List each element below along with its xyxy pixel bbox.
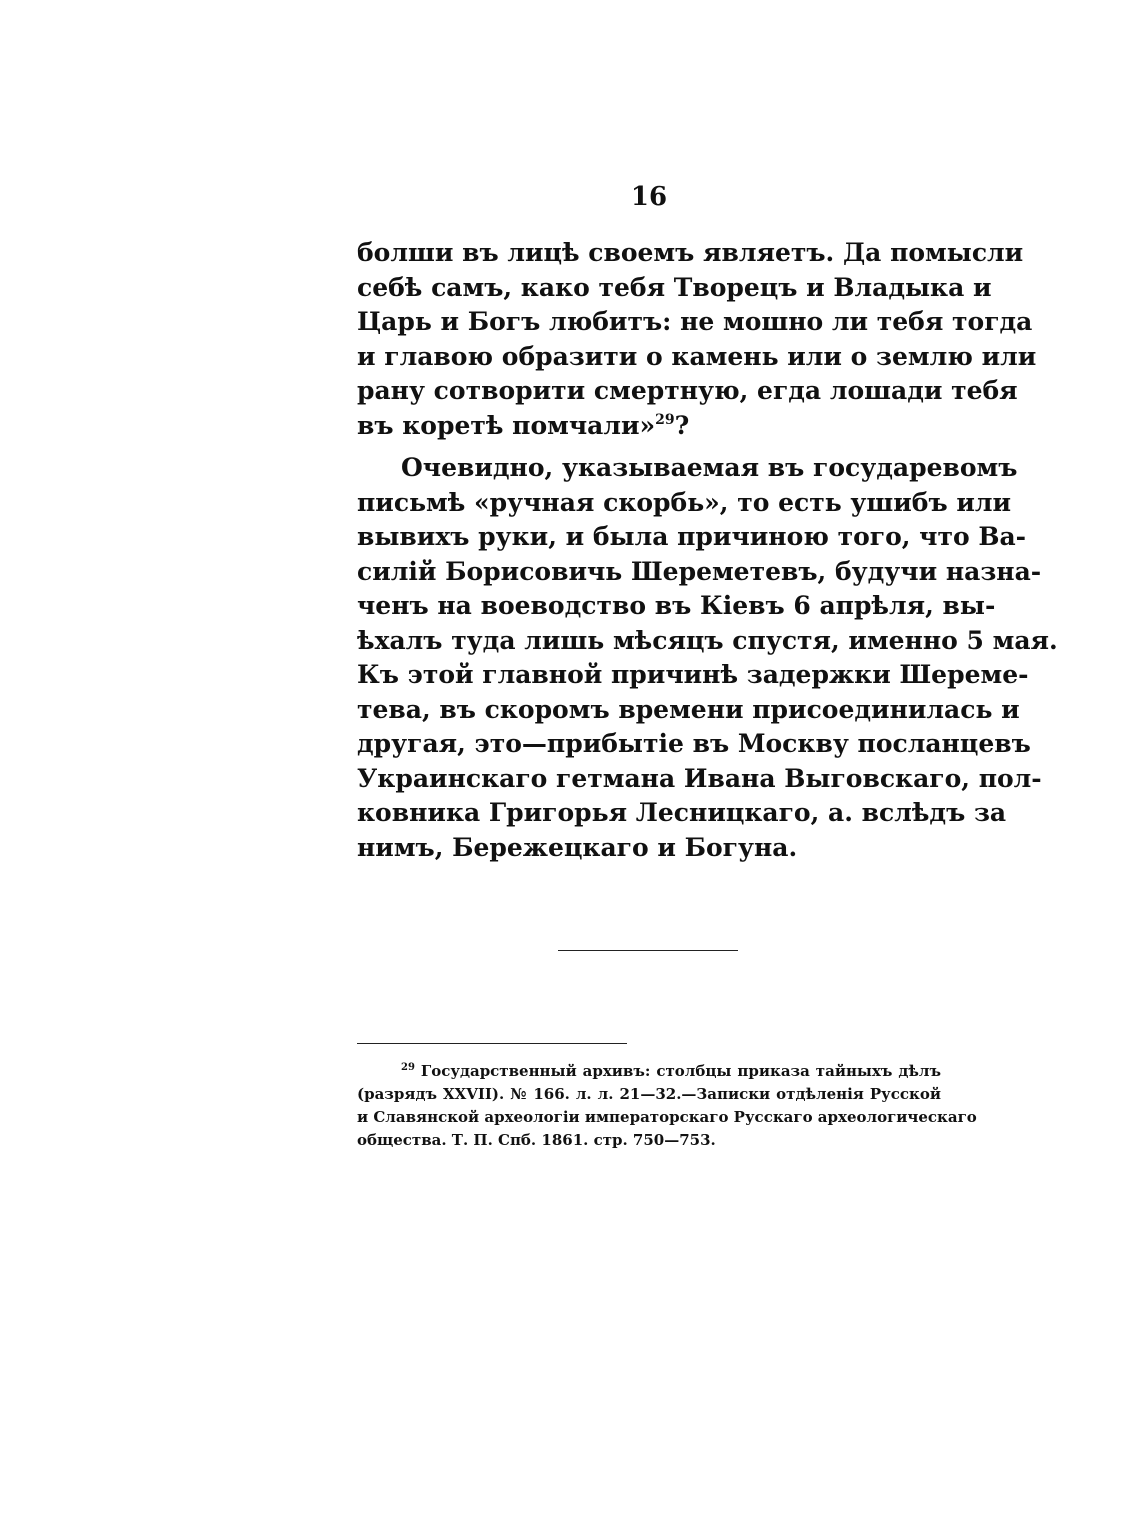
text-line: Къ этой главной причинѣ задержки Шереме- — [357, 660, 1029, 689]
paragraph-gap — [357, 443, 941, 451]
text-fragment: Государственный архивъ: столбцы приказа тайныхъ дѣлъ — [420, 1062, 941, 1080]
footnote-line: (разрядъ XXVII). № 166. л. л. 21—32.—Записки отдѣленія Русской — [357, 1085, 941, 1103]
text-line: Украинскаго гетмана Ивана Выговскаго, пол- — [357, 763, 1042, 793]
text-line: ѣхалъ туда лишь мѣсяцъ спустя, именно 5 мая. — [357, 625, 1058, 655]
page-number: 16 — [630, 182, 668, 212]
text-fragment: ? — [674, 410, 690, 440]
text-line: себѣ самъ, како тебя Творецъ и Владыка и — [357, 272, 992, 302]
footnote-separator — [357, 1043, 627, 1044]
text-line: другая, это—прибытіе въ Москву посланцевъ — [357, 729, 1031, 758]
text-line: нимъ, Бережецкаго и Богуна. — [357, 832, 798, 862]
text-line: Царь и Богъ любитъ: не мошно ли тебя тогда — [357, 307, 1033, 336]
text-line: Очевидно, указываемая въ государевомъ — [401, 453, 1018, 482]
text-line: тева, въ скоромъ времени присоединилась и — [357, 694, 1020, 724]
text-line: вывихъ руки, и была причиною того, что Ва- — [357, 522, 1027, 551]
text-line: силій Борисовичь Шереметевъ, будучи назна- — [357, 556, 1042, 586]
text-line — [357, 409, 941, 444]
text-line: ковника Григорья Лесницкаго, а. вслѣдъ за — [357, 798, 1007, 827]
text-line: ченъ на воеводство въ Кіевъ 6 апрѣля, вы- — [357, 591, 996, 620]
section-end-rule — [558, 950, 738, 951]
footnote-line: общества. Т. П. Спб. 1861. стр. 750—753. — [357, 1131, 716, 1149]
text-line: и главою образити о камень или о землю или — [357, 341, 1037, 371]
main-text — [357, 236, 1058, 865]
footnote — [357, 1060, 977, 1152]
footnote-line — [357, 1060, 941, 1083]
text-line: рану сотворити смертную, егда лошади тебя — [357, 376, 1018, 405]
text-line: болши въ лицѣ своемъ являетъ. Да помысли — [357, 238, 1024, 267]
text-line: письмѣ «ручная скорбь», то есть ушибъ или — [357, 487, 1012, 517]
text-fragment: въ коретѣ помчали» — [357, 410, 656, 440]
footnote-reference[interactable]: 29 — [655, 411, 675, 428]
footnote-line: и Славянской археологіи императорскаго Русскаго археологическаго — [357, 1108, 977, 1126]
footnote-marker: 29 — [401, 1062, 415, 1073]
